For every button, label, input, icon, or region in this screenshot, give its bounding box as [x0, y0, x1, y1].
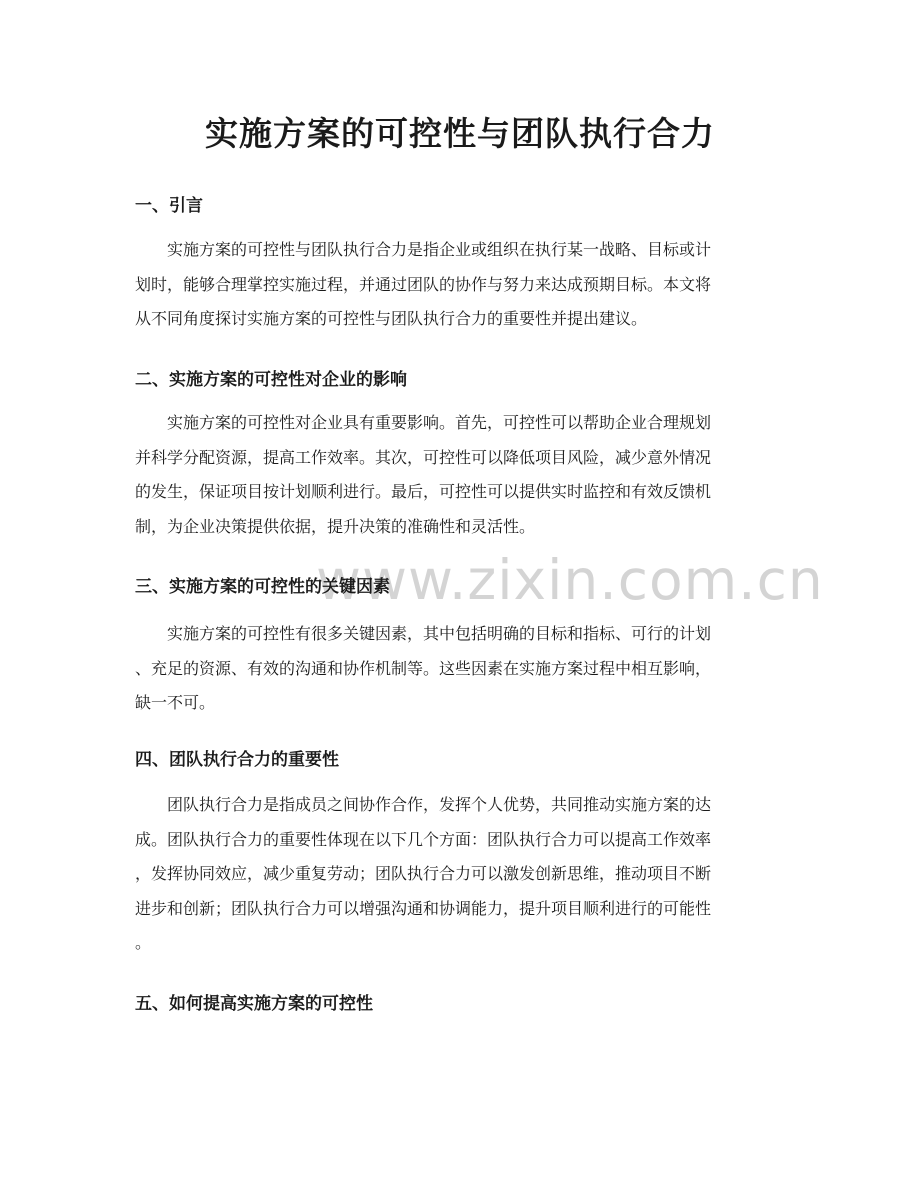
- section-heading-improve-controllability: 五、如何提高实施方案的可控性: [135, 994, 373, 1014]
- section-heading-key-factors: 三、实施方案的可控性的关键因素: [135, 577, 390, 597]
- paragraph-line: ，发挥协同效应，减少重复劳动；团队执行合力可以激发创新思维，推动项目不断: [135, 864, 712, 883]
- paragraph-line: 制，为企业决策提供依据，提升决策的准确性和灵活性。: [135, 516, 536, 536]
- section-paragraph-impact: [135, 406, 791, 544]
- paragraph-line: 实施方案的可控性有很多关键因素，其中包括明确的目标和指标、可行的计划: [135, 624, 712, 643]
- watermark-text: www.zixin.com.cn: [316, 548, 824, 612]
- section-paragraph-team-importance: [135, 788, 791, 961]
- document-title: 实施方案的可控性与团队执行合力: [205, 114, 715, 153]
- paragraph-line: 的发生，保证项目按计划顺利进行。最后，可控性可以提供实时监控和有效反馈机: [135, 482, 712, 501]
- paragraph-line: 成。团队执行合力的重要性体现在以下几个方面：团队执行合力可以提高工作效率: [135, 829, 712, 849]
- section-paragraph-key-factors: [135, 617, 791, 721]
- section-paragraph-introduction: [135, 233, 791, 337]
- paragraph-line: 实施方案的可控性对企业具有重要影响。首先，可控性可以帮助企业合理规划: [135, 413, 712, 432]
- paragraph-line: 实施方案的可控性与团队执行合力是指企业或组织在执行某一战略、目标或计: [135, 240, 712, 259]
- paragraph-line: 从不同角度探讨实施方案的可控性与团队执行合力的重要性并提出建议。: [135, 309, 648, 328]
- paragraph-line: 并科学分配资源，提高工作效率。其次，可控性可以降低项目风险，减少意外情况: [135, 447, 712, 467]
- paragraph-line: 。: [135, 933, 152, 952]
- section-heading-impact: 二、实施方案的可控性对企业的影响: [135, 370, 407, 390]
- paragraph-line: 缺一不可。: [135, 693, 216, 712]
- paragraph-line: 划时，能够合理掌控实施过程，并通过团队的协作与努力来达成预期目标。本文将: [135, 274, 712, 294]
- paragraph-line: 进步和创新；团队执行合力可以增强沟通和协调能力，提升项目顺利进行的可能性: [135, 898, 712, 918]
- paragraph-line: 团队执行合力是指成员之间协作合作，发挥个人优势，共同推动实施方案的达: [135, 795, 712, 814]
- section-heading-introduction: 一、引言: [135, 196, 203, 216]
- section-heading-team-importance: 四、团队执行合力的重要性: [135, 750, 339, 770]
- paragraph-line: 、充足的资源、有效的沟通和协作机制等。这些因素在实施方案过程中相互影响，: [135, 658, 712, 678]
